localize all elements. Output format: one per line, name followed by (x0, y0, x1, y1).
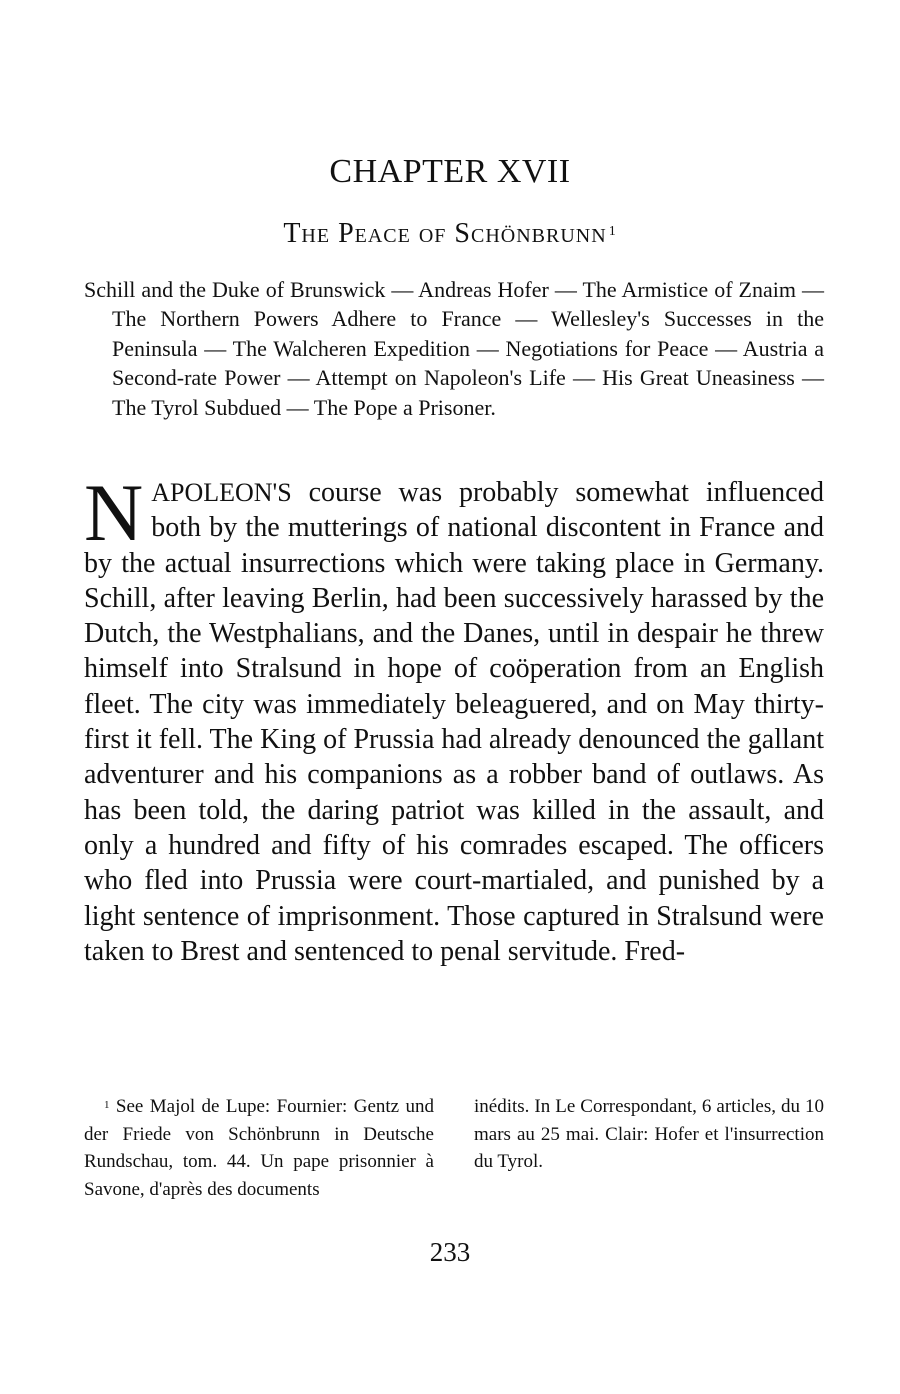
body-text: course was probably somewhat influenced both by the mutterings of national discontent in France and by the actual insurrections which were taking place in Germany. Schill, after leaving Berlin, had been successively harassed by the Dutch, the Westphalians, and the Danes, until in despair he threw himself into Stralsund in hope of coöperation from an English fleet. The city was immediately beleaguered, and on May thirty-first it fell. The King of Prussia had already denounced the gallant adventurer and his companions as a robber band of outlaws. As has been told, the daring patriot was killed in the assault, and only a hundred and fifty of his comrades escaped. The officers who fled into Prussia were court-martialed, and punished by a light sentence of imprisonment. Those captured in Stralsund were taken to Brest and sentenced to penal servitude. Fred- (84, 477, 824, 967)
chapter-summary: Schill and the Duke of Brunswick — Andreas Hofer — The Armistice of Znaim — The Northern Powers Adhere to France — Wellesley's Successes in the Peninsula — The Walcheren Expedition — Negotiations for Peace — Austria a Second-rate Power — Attempt on Napoleon's Life — His Great Uneasiness — The Tyrol Subdued — The Pope a Prisoner. (84, 277, 824, 420)
section-title (0, 216, 900, 252)
section-title-text: The Peace of Schönbrunn (283, 218, 607, 249)
footnote-right-column: inédits. In Le Correspondant, 6 articles, du 10 mars au 25 mai. Clair: Hofer et l'insurrection du Tyrol. (474, 1096, 824, 1172)
footnote-marker: 1 (104, 1099, 110, 1111)
drop-cap: N (84, 467, 144, 558)
body-paragraph (84, 467, 824, 969)
opening-caps: APOLEON'S (151, 478, 292, 507)
chapter-title: CHAPTER XVII (329, 153, 571, 190)
section-footnote-marker: 1 (608, 224, 617, 239)
footnote-left-text: See Majol de Lupe: Fournier: Gentz und der Friede von Schönbrunn in Deutsche Rundschau, tom. 44. Un pape prisonnier à Savone, d'après des documents (84, 1096, 434, 1200)
footnote-left-column (84, 1093, 434, 1203)
footnote (84, 1093, 824, 1203)
page-number: 233 (429, 1237, 471, 1267)
